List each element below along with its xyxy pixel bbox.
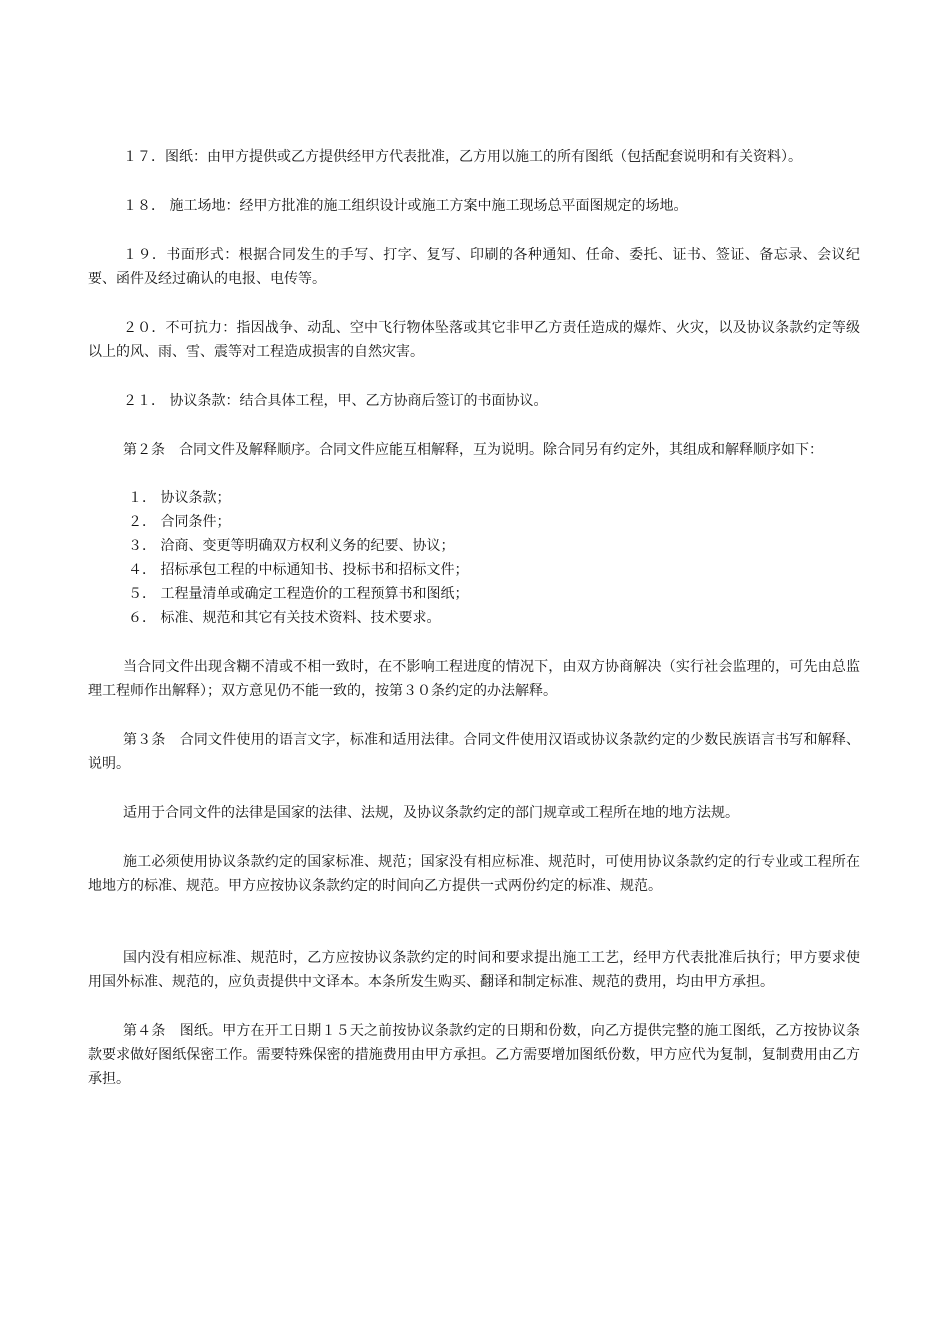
list-item: ３． 洽商、变更等明确双方权利义务的纪要、协议； <box>128 538 455 554</box>
ambiguity-paragraph: 当合同文件出现含糊不清或不相一致时，在不影响工程进度的情况下，由双方协商解决（实行社会监理的，可先由总监理工程师作出解释）；双方意见仍不能一致的，按第３０条约定的办法解释。 <box>88 659 860 699</box>
applicable-law-paragraph: 适用于合同文件的法律是国家的法律、法规，及协议条款约定的部门规章或工程所在地的地方法规。 <box>123 805 739 821</box>
document-order-list <box>88 486 860 630</box>
foreign-standards-paragraph: 国内没有相应标准、规范时，乙方应按协议条款约定的时间和要求提出施工工艺，经甲方代表批准后执行；甲方要求使用国外标准、规范的，应负责提供中文译本。本条所发生购买、翻译和制定标准、规范的费用，均由甲方承担。 <box>88 950 860 990</box>
clause-19-written-form: １９．书面形式：根据合同发生的手写、打字、复写、印刷的各种通知、任命、委托、证书、签证、备忘录、会议纪要、函件及经过确认的电报、电传等。 <box>88 247 860 287</box>
list-item: １． 协议条款； <box>128 490 231 506</box>
article-3-heading: 第３条 合同文件使用的语言文字，标准和适用法律。合同文件使用汉语或协议条款约定的少数民族语言书写和解释、说明。 <box>88 732 860 772</box>
clause-17-drawings: １７．图纸：由甲方提供或乙方提供经甲方代表批准，乙方用以施工的所有图纸（包括配套说明和有关资料）。 <box>123 149 802 165</box>
clause-21-agreement-terms: ２１． 协议条款：结合具体工程，甲、乙方协商后签订的书面协议。 <box>123 393 548 409</box>
list-item: ６． 标准、规范和其它有关技术资料、技术要求。 <box>128 610 441 626</box>
document-body <box>88 145 860 1116</box>
list-item: ５． 工程量清单或确定工程造价的工程预算书和图纸； <box>128 586 469 602</box>
list-item: ２． 合同条件； <box>128 514 231 530</box>
clause-20-force-majeure: ２０．不可抗力：指因战争、动乱、空中飞行物体坠落或其它非甲乙方责任造成的爆炸、火灾，以及协议条款约定等级以上的风、雨、雪、震等对工程造成损害的自然灾害。 <box>88 320 860 360</box>
article-4-heading: 第４条 图纸。甲方在开工日期１５天之前按协议条款约定的日期和份数，向乙方提供完整的施工图纸，乙方按协议条款要求做好图纸保密工作。需要特殊保密的措施费用由甲方承担。乙方需要增加图纸份数，甲方应代为复制，复制费用由乙方承担。 <box>88 1023 860 1087</box>
standards-paragraph: 施工必须使用协议条款约定的国家标准、规范；国家没有相应标准、规范时，可使用协议条款约定的行专业或工程所在地地方的标准、规范。甲方应按协议条款约定的时间向乙方提供一式两份约定的标准、规范。 <box>88 854 860 894</box>
article-2-heading: 第２条 合同文件及解释顺序。合同文件应能互相解释，互为说明。除合同另有约定外，其组成和解释顺序如下： <box>123 442 823 458</box>
clause-18-site: １８． 施工场地：经甲方批准的施工组织设计或施工方案中施工现场总平面图规定的场地。 <box>123 198 688 214</box>
list-item: ４． 招标承包工程的中标通知书、投标书和招标文件； <box>128 562 469 578</box>
